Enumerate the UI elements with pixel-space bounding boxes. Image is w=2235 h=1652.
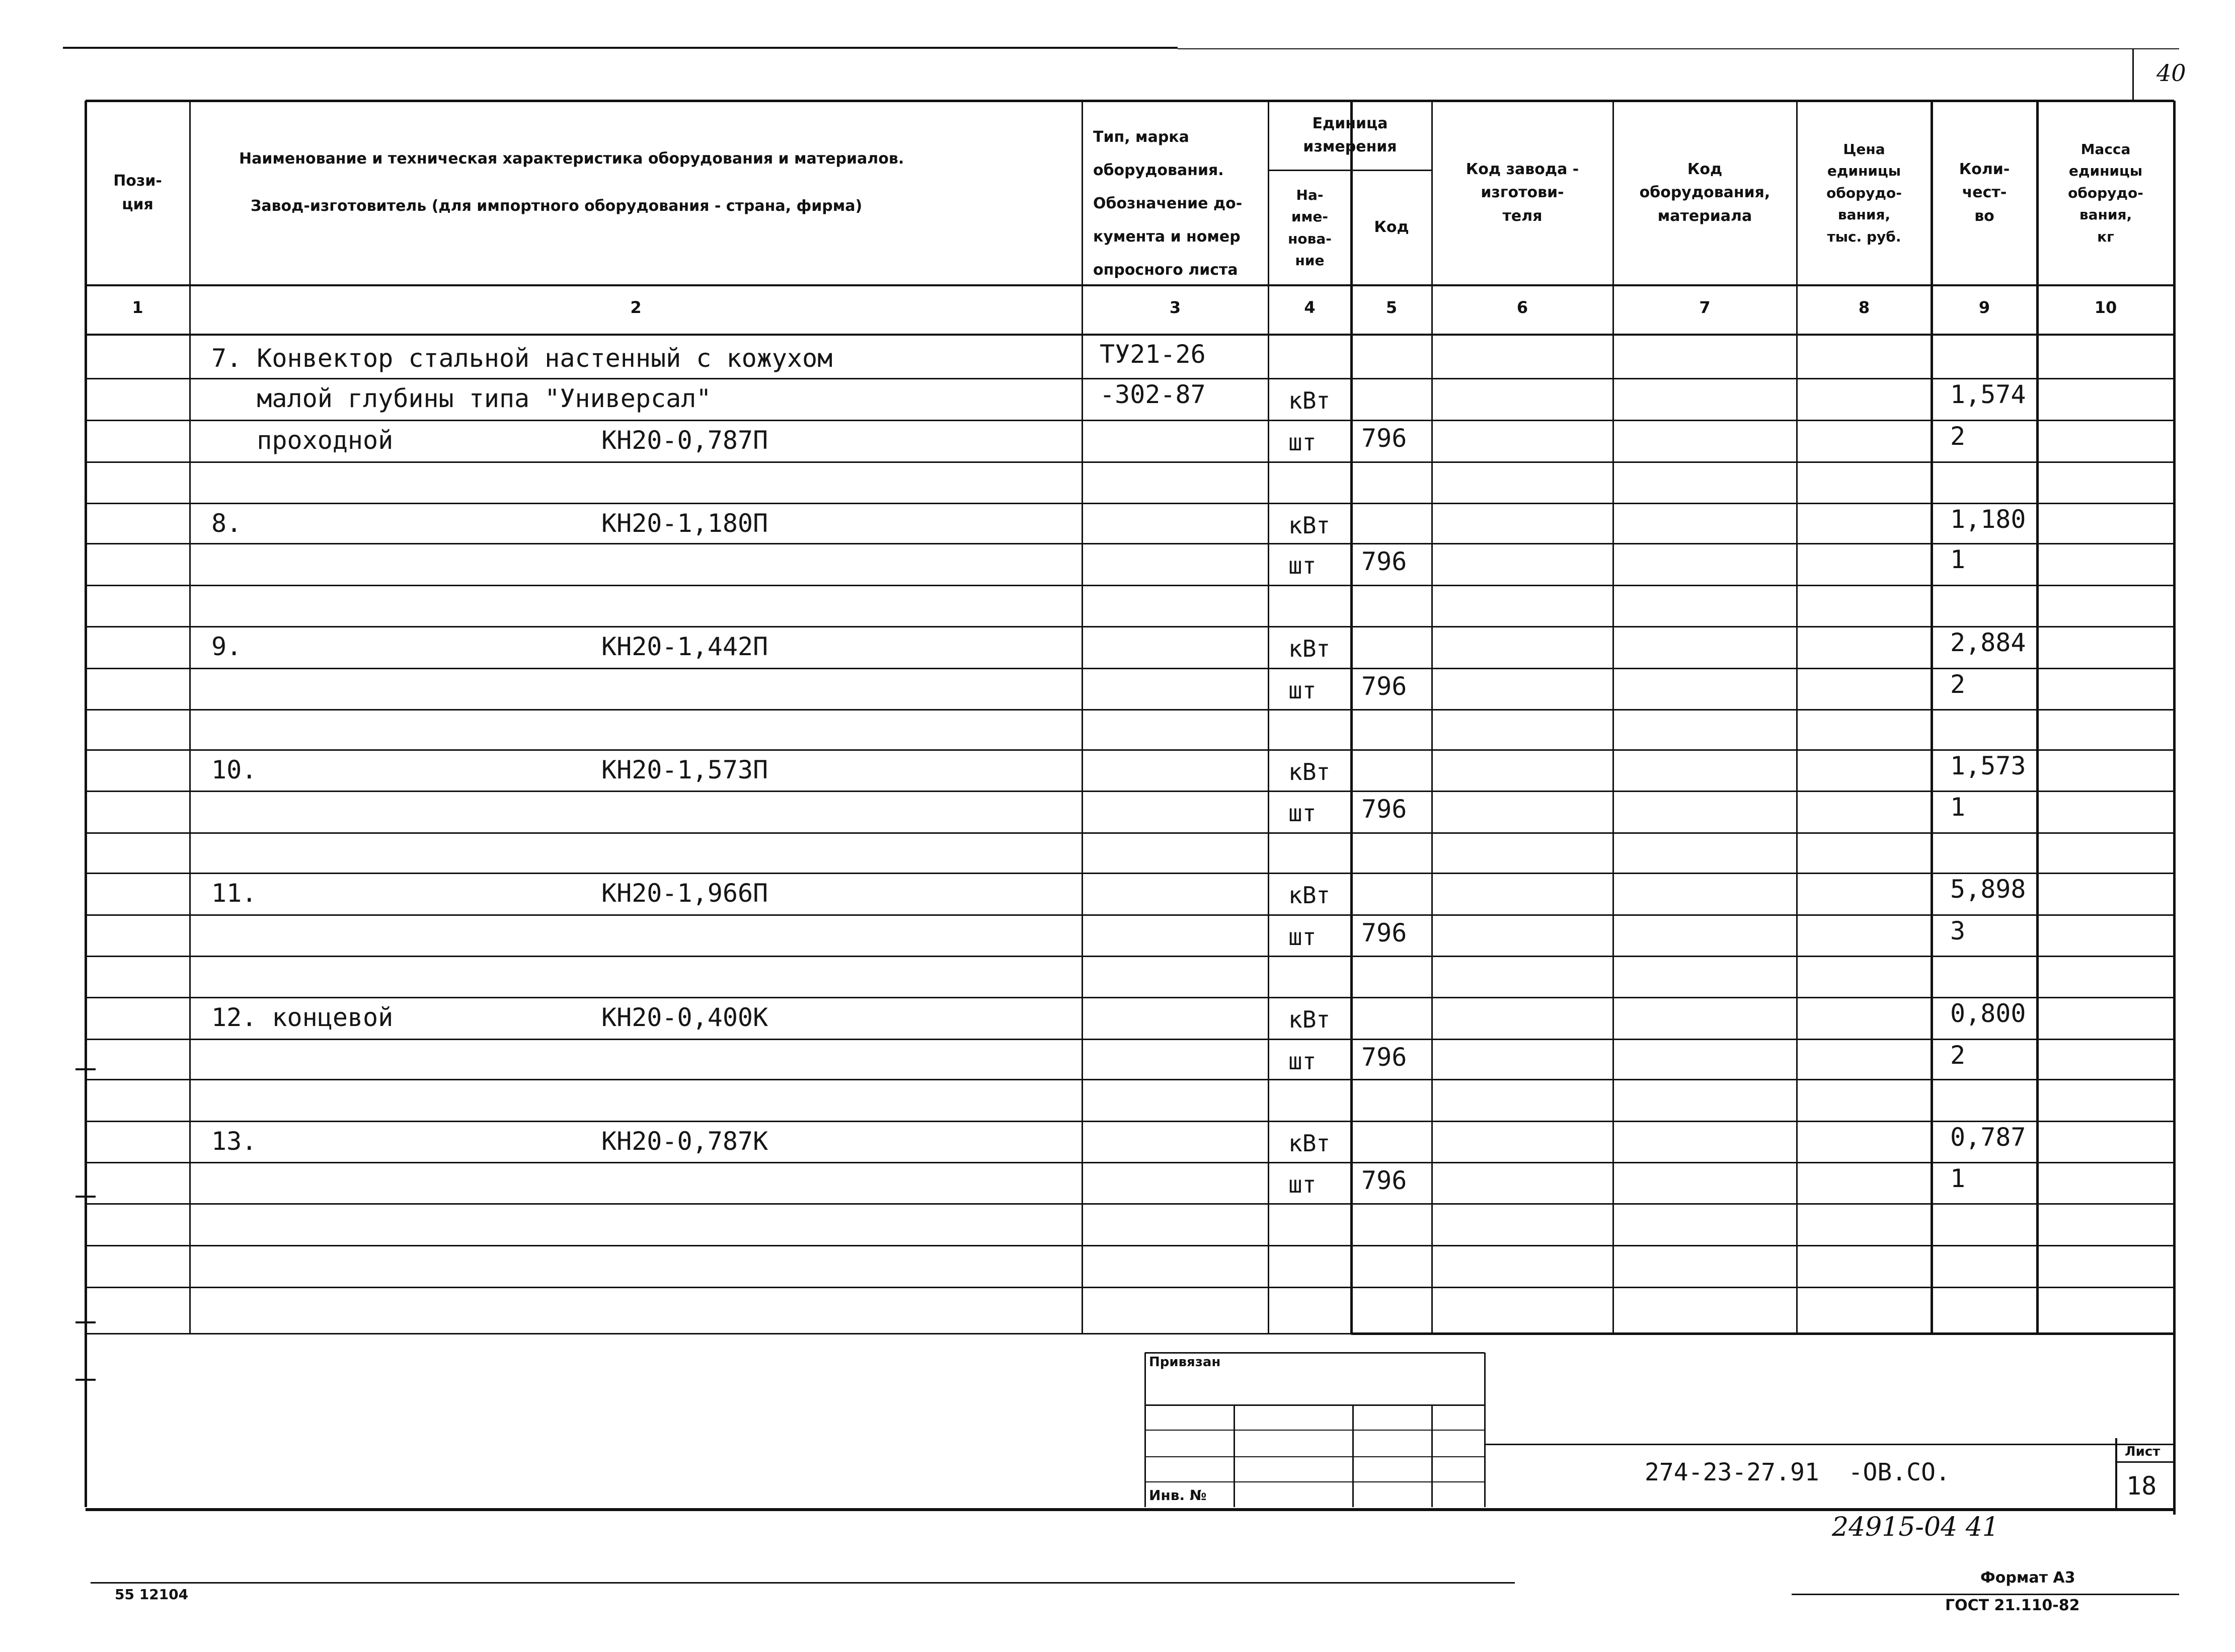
row-unit: шт xyxy=(1288,552,1317,579)
row-rule xyxy=(86,668,2174,669)
row-quantity: 1,573 xyxy=(1950,751,2026,780)
corner-box-line xyxy=(2132,49,2134,101)
row-unit-code: 796 xyxy=(1361,795,1407,824)
column-number: 8 xyxy=(1858,298,1870,317)
format-label: Формат A3 xyxy=(1980,1569,2075,1587)
row-name: 8. xyxy=(211,509,242,538)
row-rule xyxy=(86,626,2174,627)
row-unit-code: 796 xyxy=(1361,1166,1407,1195)
frame-bottom-border xyxy=(86,1508,2174,1511)
row-quantity: 1 xyxy=(1950,545,1966,574)
header-unit-name: На- име- нова- ние xyxy=(1288,186,1332,269)
row-rule xyxy=(86,1245,2174,1246)
row-rule xyxy=(86,997,2174,998)
row-model: КН20-1,573П xyxy=(601,755,768,784)
row-rule xyxy=(86,956,2174,957)
header-name-line1: Наименование и техническая характеристика оборудования и материалов. xyxy=(239,150,904,168)
row-unit: шт xyxy=(1288,429,1317,456)
column-number: 7 xyxy=(1699,298,1711,317)
title-block-rule xyxy=(1145,1456,1485,1457)
row-model: КН20-0,400К xyxy=(601,1003,768,1032)
row-rule xyxy=(86,791,2174,792)
header-unit-code: Код xyxy=(1374,218,1409,237)
column-divider xyxy=(1350,101,1353,1333)
title-block-rule xyxy=(1145,1352,1485,1354)
row-rule xyxy=(86,461,2174,463)
column-number: 1 xyxy=(132,298,143,317)
header-unit-price: Цена единицы оборудо- вания, тыс. руб. xyxy=(1826,141,1902,245)
row-unit: кВт xyxy=(1288,512,1331,539)
table-bottom-rule xyxy=(1351,1332,2174,1335)
row-model: КН20-1,966П xyxy=(601,879,768,908)
document-code: 274-23-27.91 -ОВ.СО. xyxy=(1645,1458,1950,1486)
row-rule xyxy=(86,749,2174,751)
row-quantity: 1,574 xyxy=(1950,380,2026,409)
column-number-rule xyxy=(86,334,2174,336)
title-block-rule xyxy=(1145,1430,1485,1431)
row-rule xyxy=(86,1121,2174,1122)
top-rule xyxy=(63,47,1178,49)
row-unit-code: 796 xyxy=(1361,672,1407,701)
column-divider xyxy=(1268,101,1269,1333)
row-rule xyxy=(86,832,2174,834)
row-unit: кВт xyxy=(1288,387,1331,414)
row-rule xyxy=(86,1287,2174,1288)
row-name: 10. xyxy=(211,755,257,784)
column-number: 5 xyxy=(1385,298,1398,317)
column-divider xyxy=(1431,101,1433,1333)
row-unit: кВт xyxy=(1288,882,1331,909)
row-unit: шт xyxy=(1288,677,1317,704)
row-quantity: 2 xyxy=(1950,670,1966,699)
row-rule xyxy=(86,420,2174,421)
margin-tick xyxy=(75,1196,96,1198)
row-name: 12. концевой xyxy=(211,1003,394,1032)
header-quantity: Коли- чест- во xyxy=(1959,160,2010,225)
row-quantity: 2,884 xyxy=(1950,628,2026,657)
row-model: КН20-1,180П xyxy=(601,509,768,538)
stamp-code: 55 12104 xyxy=(115,1586,189,1603)
column-number: 2 xyxy=(630,298,642,317)
row-name: 13. xyxy=(211,1127,257,1156)
title-block-rule xyxy=(1145,1404,1485,1406)
column-number: 9 xyxy=(1978,298,1990,317)
title-block-rule xyxy=(1145,1481,1485,1482)
row-rule xyxy=(86,1039,2174,1040)
header-name-line2: Завод-изготовитель (для импортного оборудования - страна, фирма) xyxy=(251,197,863,215)
header-unit-mass: Масса единицы оборудо- вания, кг xyxy=(2068,141,2143,245)
row-rule xyxy=(86,1333,1351,1334)
margin-tick xyxy=(75,1379,96,1381)
row-unit: шт xyxy=(1288,1048,1317,1075)
inventory-label: Инв. № xyxy=(1149,1487,1207,1504)
row-model: КН20-0,787П xyxy=(601,426,768,455)
row-quantity: 3 xyxy=(1950,916,1966,946)
row-quantity: 2 xyxy=(1950,1041,1966,1070)
handwritten-reference: 24915-04 41 xyxy=(1832,1512,1999,1542)
row-name: 9. xyxy=(211,632,242,661)
column-number: 4 xyxy=(1304,298,1316,317)
margin-tick xyxy=(75,1068,96,1070)
row-unit: шт xyxy=(1288,923,1317,951)
row-unit: кВт xyxy=(1288,1006,1331,1033)
row-unit: кВт xyxy=(1288,758,1331,785)
sheet-box-line xyxy=(2116,1461,2174,1463)
row-name: 7. Конвектор стальной настенный с кожухом xyxy=(211,344,833,373)
column-divider xyxy=(2036,101,2039,1333)
row-unit-code: 796 xyxy=(1361,424,1407,453)
column-divider xyxy=(1931,101,1933,1333)
row-unit-code: 796 xyxy=(1361,547,1407,576)
row-rule xyxy=(86,585,2174,586)
row-unit-code: 796 xyxy=(1361,1043,1407,1072)
header-equipment-code: Код оборудования, материала xyxy=(1639,160,1770,225)
row-rule xyxy=(86,1079,2174,1080)
row-rule xyxy=(86,503,2174,504)
row-quantity: 0,800 xyxy=(1950,999,2026,1028)
column-divider xyxy=(1796,101,1798,1333)
column-number: 6 xyxy=(1516,298,1528,317)
header-position: Пози- ция xyxy=(113,172,162,213)
column-divider xyxy=(1082,101,1083,1333)
bottom-rule xyxy=(91,1582,1515,1584)
bound-label: Привязан xyxy=(1149,1355,1221,1370)
title-block-rule xyxy=(1352,1405,1354,1507)
bottom-rule xyxy=(1792,1594,2179,1595)
row-type: -302-87 xyxy=(1100,380,1206,409)
row-rule xyxy=(86,543,2174,544)
standard-label: ГОСТ 21.110-82 xyxy=(1945,1597,2080,1614)
header-unit-group: Единица измерения xyxy=(1303,114,1397,155)
row-rule xyxy=(86,709,2174,711)
row-name: проходной xyxy=(211,426,394,455)
row-rule xyxy=(86,378,2174,379)
sheet-number: 18 xyxy=(2126,1471,2157,1501)
row-unit: шт xyxy=(1288,800,1317,827)
row-name: 11. xyxy=(211,879,257,908)
title-block-rule xyxy=(1485,1444,2174,1445)
row-rule xyxy=(86,1203,2174,1205)
row-model: КН20-0,787К xyxy=(601,1127,768,1156)
row-model: КН20-1,442П xyxy=(601,632,768,661)
row-quantity: 1 xyxy=(1950,793,1966,822)
column-divider xyxy=(1612,101,1614,1333)
row-quantity: 0,787 xyxy=(1950,1123,2026,1152)
row-type: ТУ21-26 xyxy=(1100,340,1206,369)
sheet-box-line xyxy=(2115,1438,2117,1510)
row-rule xyxy=(86,914,2174,916)
row-quantity: 5,898 xyxy=(1950,875,2026,904)
row-quantity: 2 xyxy=(1950,422,1966,451)
row-rule xyxy=(86,873,2174,874)
title-block-rule xyxy=(1431,1405,1433,1507)
row-rule xyxy=(86,1162,2174,1163)
row-unit: кВт xyxy=(1288,635,1331,662)
row-unit: кВт xyxy=(1288,1130,1331,1157)
header-type: Тип, марка оборудования. Обозначение до- кумента и номер опросного листа xyxy=(1093,128,1243,279)
column-number: 3 xyxy=(1169,298,1181,317)
margin-tick xyxy=(75,1321,96,1323)
row-unit: шт xyxy=(1288,1171,1317,1198)
sheet-corner-number: 40 xyxy=(2156,59,2186,87)
row-quantity: 1,180 xyxy=(1950,505,2026,534)
column-divider xyxy=(189,101,191,1333)
header-manufacturer-code: Код завода - изготови- теля xyxy=(1466,160,1579,225)
sheet-label: Лист xyxy=(2125,1444,2161,1459)
row-name: малой глубины типа "Универсал" xyxy=(211,384,712,413)
title-block-rule xyxy=(1234,1405,1235,1507)
top-rule xyxy=(1178,48,2179,49)
row-unit-code: 796 xyxy=(1361,918,1407,948)
column-number: 10 xyxy=(2094,298,2117,317)
row-quantity: 1 xyxy=(1950,1164,1966,1193)
